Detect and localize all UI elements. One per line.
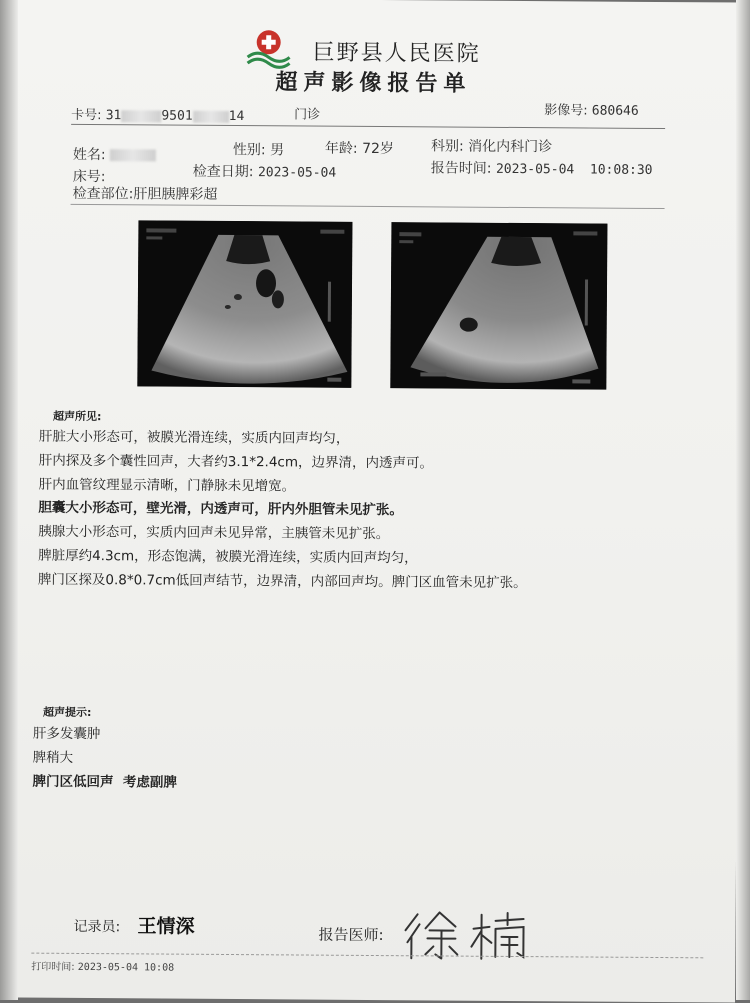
name-field (73, 144, 156, 165)
bed-label: 床号: (72, 168, 106, 186)
findings-line: 肝内探及多个囊性回声，大者约3.1*2.4cm，边界清，内透声可。 (38, 452, 434, 472)
dept-field (431, 135, 552, 156)
doctor-signature (399, 906, 529, 962)
card-value-mid: 9501 (161, 108, 193, 124)
findings-line: 脾门区探及0.8*0.7cm低回声结节，边界清，内部回声均。脾门区血管未见扩张。 (37, 571, 527, 591)
gender-label: 性别: (232, 142, 266, 159)
report-time-field (431, 157, 653, 179)
ultrasound-scan-2-graphic (390, 222, 607, 390)
info-divider (71, 204, 665, 209)
report-time-label: 报告时间: (430, 160, 492, 177)
findings-line: 胆囊大小形态可，壁光滑，内透声可，肝内外胆管未见扩张。 (38, 500, 403, 519)
print-time-label: 打印时间: (31, 961, 75, 973)
age-label: 年龄: (324, 140, 358, 157)
age-value: 72岁 (362, 140, 395, 158)
recorder-name: 王情深 (137, 915, 195, 938)
exam-site-value: 肝胆胰脾彩超 (133, 186, 218, 203)
dept-value: 消化内科门诊 (468, 138, 553, 156)
exam-site-label: 检查部位: (72, 185, 134, 203)
impression-text (32, 722, 177, 795)
left-edge-shadow (0, 0, 18, 1000)
card-value-start: 31 (105, 108, 122, 124)
age-field (325, 138, 394, 158)
header-divider (71, 124, 665, 129)
card-redaction-2 (193, 110, 229, 122)
report-title: 超声影像报告单 (275, 70, 472, 97)
name-label: 姓名: (72, 146, 106, 164)
gender-value: 男 (270, 142, 285, 159)
right-edge-shadow (736, 0, 750, 1000)
gender-field (233, 139, 284, 159)
findings-line: 胰腺大小形态可，实质内回声未见异常，主胰管未见扩张。 (38, 523, 390, 543)
card-value-end: 14 (228, 108, 245, 125)
exam-date-field (193, 161, 337, 182)
ultrasound-image-2 (390, 222, 607, 390)
exam-site-field (73, 183, 218, 204)
report-paper (1, 0, 742, 1003)
impression-line: 肝多发囊肿 (32, 725, 101, 743)
image-no-value: 680646 (591, 103, 639, 119)
name-redaction (110, 149, 156, 161)
report-time-value: 2023-05-04 10:08:30 (495, 161, 653, 178)
findings-line: 肝脏大小形态可，被膜光滑连续，实质内回声均匀， (38, 428, 350, 447)
print-time (31, 958, 174, 974)
impression-heading: 超声提示: (42, 705, 92, 720)
card-redaction (121, 110, 161, 122)
dept-label: 科别: (430, 138, 464, 155)
print-time-value: 2023-05-04 10:08 (77, 961, 175, 974)
outpatient-label: 门诊 (294, 107, 321, 123)
findings-text (38, 426, 528, 596)
card-number-row (71, 104, 244, 124)
findings-line: 肝内血管纹理显示清晰，门静脉未见增宽。 (38, 476, 296, 495)
impression-line: 脾稍大 (32, 749, 74, 766)
impression-line: 脾门区低回声 考虑副脾 (32, 773, 177, 791)
findings-heading: 超声所见: (53, 409, 102, 424)
hospital-name: 巨野县人民医院 (312, 40, 481, 67)
image-number (544, 99, 639, 119)
doctor-label: 报告医师: (318, 925, 384, 945)
image-no-label: 影像号: (544, 103, 588, 119)
exam-date-label: 检查日期: (192, 163, 254, 181)
findings-line: 脾脏厚约4.3cm，形态饱满，被膜光滑连续，实质内回声均匀， (38, 547, 418, 567)
card-label: 卡号: (71, 107, 102, 124)
exam-date-value: 2023-05-04 (257, 165, 337, 181)
recorder-label: 记录员: (73, 918, 121, 936)
ultrasound-image-1 (137, 220, 352, 387)
ultrasound-scan-1-graphic (137, 220, 352, 387)
